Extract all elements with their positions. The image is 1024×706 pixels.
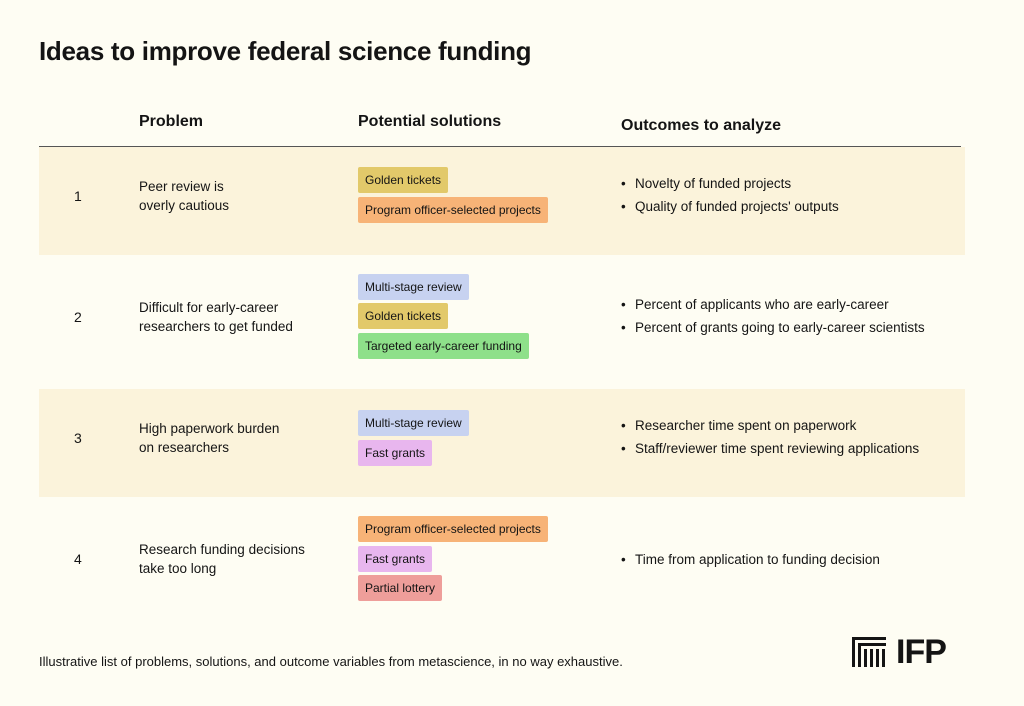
solution-tag: Fast grants xyxy=(358,546,432,572)
solution-tag: Program officer-selected projects xyxy=(358,516,548,542)
outcome-text: Percent of applicants who are early-career xyxy=(635,297,889,312)
bullet-icon: • xyxy=(621,552,626,567)
outcome-text: Researcher time spent on paperwork xyxy=(635,418,857,433)
row-number: 3 xyxy=(74,430,82,446)
ifp-logo-text: IFP xyxy=(896,633,946,671)
header-outcomes: Outcomes to analyze xyxy=(621,117,782,134)
footnote: Illustrative list of problems, solutions, and outcome variables from metascience, in no way exhaustive. xyxy=(39,654,623,669)
problem-line: Research funding decisions xyxy=(139,542,305,557)
header-solutions: Potential solutions xyxy=(358,113,502,130)
solution-tag: Multi-stage review xyxy=(358,274,469,300)
table-row xyxy=(39,389,965,497)
outcome-item xyxy=(621,438,919,460)
table-row xyxy=(39,497,965,625)
outcome-item xyxy=(621,294,889,316)
problem-line: Peer review is xyxy=(139,179,224,194)
outcome-item xyxy=(621,173,791,195)
solution-tag: Targeted early-career funding xyxy=(358,333,529,359)
problem-text xyxy=(139,540,339,578)
table-row xyxy=(39,255,965,389)
bullet-icon: • xyxy=(621,418,626,433)
row-number: 2 xyxy=(74,309,82,325)
problem-line: overly cautious xyxy=(139,198,230,213)
ifp-logo-mark-icon xyxy=(852,637,886,667)
solution-tag: Partial lottery xyxy=(358,575,442,601)
outcome-text: Percent of grants going to early-career scientists xyxy=(635,320,925,335)
solution-tag: Golden tickets xyxy=(358,167,448,193)
header-problem: Problem xyxy=(139,113,204,130)
outcome-item xyxy=(621,549,880,571)
problem-line: take too long xyxy=(139,561,217,576)
row-number: 1 xyxy=(74,188,82,204)
problem-text xyxy=(139,177,339,215)
problem-text xyxy=(139,419,339,457)
outcome-text: Time from application to funding decision xyxy=(635,552,880,567)
bullet-icon: • xyxy=(621,441,626,456)
row-number: 4 xyxy=(74,551,82,567)
problem-line: High paperwork burden xyxy=(139,421,280,436)
page-title: Ideas to improve federal science funding xyxy=(39,36,532,66)
bullet-icon: • xyxy=(621,199,626,214)
outcome-text: Quality of funded projects' outputs xyxy=(635,199,839,214)
outcome-text: Novelty of funded projects xyxy=(635,176,792,191)
solution-tag: Fast grants xyxy=(358,440,432,466)
problem-line: Difficult for early-career xyxy=(139,300,279,315)
table-row xyxy=(39,147,965,255)
bullet-icon: • xyxy=(621,297,626,312)
solution-tag: Multi-stage review xyxy=(358,410,469,436)
solution-tag: Golden tickets xyxy=(358,303,448,329)
outcome-item xyxy=(621,317,925,339)
solution-tag: Program officer-selected projects xyxy=(358,197,548,223)
problem-text xyxy=(139,298,339,336)
outcome-text: Staff/reviewer time spent reviewing applications xyxy=(635,441,920,456)
ifp-logo xyxy=(852,633,972,671)
problem-line: on researchers xyxy=(139,440,230,455)
outcome-item xyxy=(621,196,839,218)
bullet-icon: • xyxy=(621,320,626,335)
problem-line: researchers to get funded xyxy=(139,319,293,334)
bullet-icon: • xyxy=(621,176,626,191)
outcome-item xyxy=(621,415,856,437)
